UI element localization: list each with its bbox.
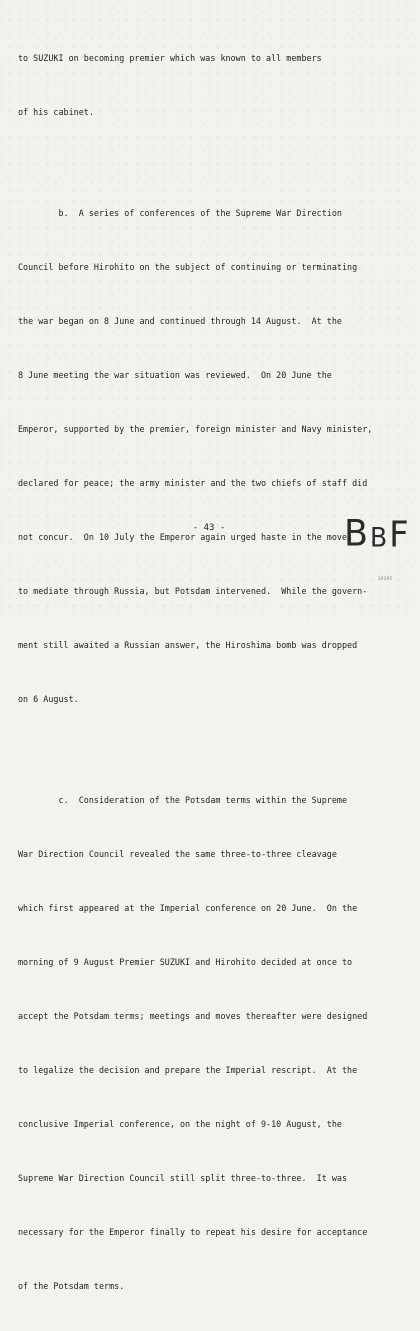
text-line: Emperor, supported by the premier, foreign minister and Navy minister, <box>18 424 373 434</box>
text-line: conclusive Imperial conference, on the night of 9-10 August, the <box>18 1119 342 1129</box>
text-line: to legalize the decision and prepare the Imperial rescript. At the <box>18 1065 358 1075</box>
text-line: of his cabinet. <box>18 107 94 117</box>
text-line: the war began on 8 June and continued through 14 August. At the <box>18 316 342 326</box>
text-line: declared for peace; the army minister and the two chiefs of staff did <box>18 478 368 488</box>
tiny-document-mark: 19395 <box>378 576 393 581</box>
text-line: 8 June meeting the war situation was reviewed. On 20 June the <box>18 370 332 380</box>
stamp-letter: B <box>344 512 369 555</box>
text-line: Council before Hirohito on the subject of continuing or terminating <box>18 262 358 272</box>
text-line: on 6 August. <box>18 694 79 704</box>
document-body <box>18 13 412 1331</box>
text-line: b. A series of conferences of the Supreme War Direction <box>18 208 342 218</box>
paragraph-gap <box>18 744 412 755</box>
text-line: necessary for the Emperor finally to repeat his desire for acceptance <box>18 1227 368 1237</box>
text-line: of the Potsdam terms. <box>18 1281 125 1291</box>
text-line: which first appeared at the Imperial conference on 20 June. On the <box>18 903 358 913</box>
text-line: morning of 9 August Premier SUZUKI and Hirohito decided at once to <box>18 957 353 967</box>
paragraph-gap <box>18 157 412 168</box>
text-line: c. Consideration of the Potsdam terms within the Supreme <box>18 795 348 805</box>
text-line: to mediate through Russia, but Potsdam intervened. While the govern- <box>18 586 368 596</box>
text-line: not concur. On 10 July the Emperor again urged haste in the moves <box>18 532 353 542</box>
text-line: accept the Potsdam terms; meetings and moves thereafter were designed <box>18 1011 368 1021</box>
stamp-letter: F <box>389 514 409 556</box>
text-line: Supreme War Direction Council still split three-to-three. It was <box>18 1173 348 1183</box>
initials-stamp <box>344 510 416 556</box>
text-line: War Direction Council revealed the same three-to-three cleavage <box>18 849 337 859</box>
stamp-letter: B <box>370 522 388 553</box>
text-line: ment still awaited a Russian answer, the Hiroshima bomb was dropped <box>18 640 358 650</box>
page-number: - 43 - <box>192 523 226 533</box>
text-line: to SUZUKI on becoming premier which was known to all members <box>18 53 322 63</box>
